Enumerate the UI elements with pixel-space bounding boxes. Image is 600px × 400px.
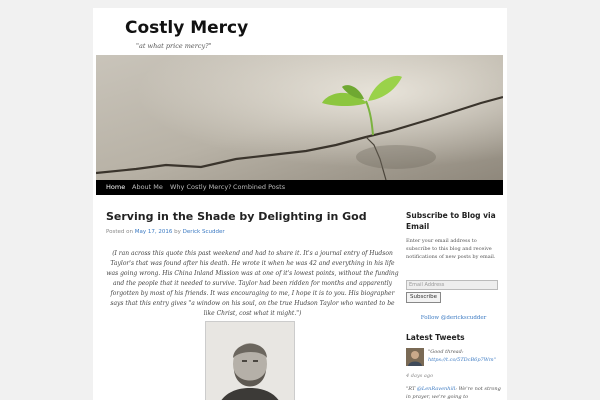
email-address-input[interactable]: Email Address (406, 280, 498, 290)
post-meta-prefix: Posted on (106, 229, 133, 235)
tweet-avatar (406, 348, 424, 366)
post-meta-by: by (174, 229, 181, 235)
nav-combined-posts[interactable]: Combined Posts (233, 183, 286, 191)
sidebar (406, 210, 501, 400)
tweet-2-handle-link[interactable]: @LenRavenhill (416, 386, 456, 392)
main-navigation (96, 180, 503, 195)
tweet-2-text: : We're not strong in prayer, we're going to (406, 386, 501, 400)
tweet-1 (428, 348, 501, 364)
nav-home[interactable]: Home (106, 183, 126, 191)
post-meta (106, 229, 225, 235)
tweet-2-prefix: "RT (406, 386, 416, 392)
subscribe-button[interactable]: Subscribe (406, 292, 441, 303)
subscribe-widget-title: Subscribe to Blog via Email (406, 211, 496, 231)
page-container (93, 8, 507, 400)
site-tagline: "at what price mercy?" (136, 42, 212, 50)
post-author-link[interactable]: Derick Scudder (182, 229, 225, 235)
tweet-1-text: "Good thread: (428, 349, 464, 355)
tweet-1-link[interactable]: https://t.co/5TDcB6p7Wm" (428, 357, 496, 363)
nav-about-me[interactable]: About Me (132, 183, 163, 191)
tweet-2 (406, 385, 501, 400)
post-quote: (I ran across this quote this past weekend and had to share it. It's a journal entry of Hudson Taylor's that was found after his death. He wrote it when he was 42 and everything in his life was going wrong. His China Inland Mission was at one of it's lowest points, without the funding and the people that it needed to survive. Taylor had been ridden for months and apparently forgotten by most of his friends. It was encouraging to me, I hope it is to you. His biographer says that this entry gives "a window on his soul, on the true Hudson Taylor who wanted to be like Christ, cost what it might.") (106, 250, 399, 317)
post-date-link[interactable]: May 17, 2016 (134, 229, 173, 235)
post-title[interactable]: Serving in the Shade by Delighting in God (106, 210, 367, 223)
tweet-1-time[interactable]: 4 days ago (406, 373, 434, 379)
header-banner-image (96, 55, 503, 180)
twitter-follow-link[interactable]: Follow @derickscudder (420, 315, 487, 321)
hudson-taylor-portrait (205, 321, 295, 400)
site-title[interactable]: Costly Mercy (125, 18, 249, 38)
nav-why-costly-mercy[interactable]: Why Costly Mercy? (170, 183, 232, 191)
latest-tweets-title: Latest Tweets (406, 333, 465, 342)
subscribe-widget-text: Enter your email address to subscribe to this blog and receive notifications of new posts by email. (406, 238, 496, 260)
